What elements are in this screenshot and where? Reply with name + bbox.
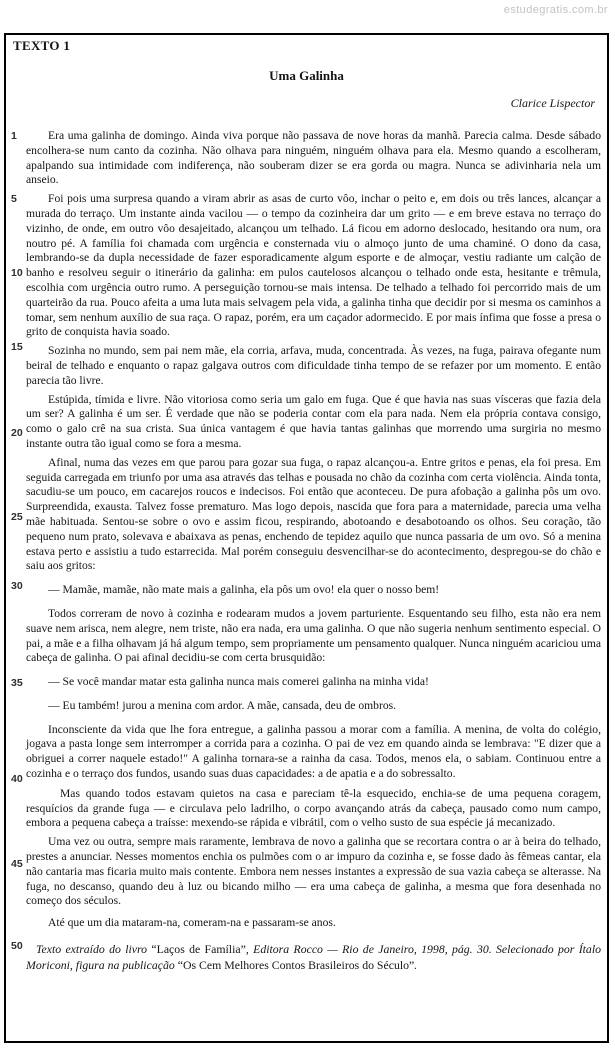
story-paragraph: Uma vez ou outra, sempre mais raramente, lembrava de novo a galinha que se recortara contra o ar à beira do telhado, prestes a anunciar. Nesses momentos enchia os pulmões com o ar impuro da cozinha e, se fosse dado às fêmeas cantar, ela não cantaria mas ficaria muito mais contente. Embora nem nesses instantes a expressão de sua vazia cabeça se alterasse. Na fuga, no descanso, quando deu à luz ou bicando milho — era uma cabeça de galinha, a mesma que fora desenhada no começo dos séculos. bbox=[26, 835, 601, 908]
line-number-35: 35 bbox=[11, 677, 23, 689]
story-body bbox=[26, 129, 601, 978]
line-number-15: 15 bbox=[11, 341, 23, 353]
text-label: TEXTO 1 bbox=[13, 38, 71, 53]
story-paragraph: Foi pois uma surpresa quando a viram abrir as asas de curto vôo, inchar o peito e, em dois ou três lances, alcançar a murada do terraço. Um instante ainda vacilou — o tempo da cozinheira dar um grito — e em breve estava no terraço do vizinho, de onde, em outro vôo desajeitado, alcançou um telhado. Lá ficou em adorno deslocado, hesitando ora num, ora noutro pé. A família foi chamada com urgência e consternada viu o almoço junto de uma chaminé. O dono da casa, lembrando-se da dupla necessidade de fazer esporadicamente algum esporte e de almoçar, vestiu radiante um calção de banho e resolveu seguir o itinerário da galinha: em pulos cautelosos alcançou o telhado onde esta, hesitante e trêmula, escolhia com urgência outro rumo. A perseguição tornou-se mais intensa. De telhado a telhado foi percorrido mais de um quarteirão da rua. Pouco afeita a uma luta mais selvagem pela vida, a galinha tinha que decidir por si mesma os caminhos a tomar, sem nenhum auxílio de sua raça. O rapaz, porém, era um caçador adormecido. E por mais ínfima que fosse a presa o grito de conquista havia soado. bbox=[26, 192, 601, 339]
line-number-20: 20 bbox=[11, 427, 23, 439]
citation-middle: , Editora Rocco — Rio de Janeiro, 1998, pág. 30. Selecionado por Ítalo Moriconi, figura na publicação bbox=[26, 942, 601, 972]
line-number-25: 25 bbox=[11, 511, 23, 523]
line-number-40: 40 bbox=[11, 773, 23, 785]
author-name: Clarice Lispector bbox=[510, 96, 595, 110]
story-paragraph: Todos correram de novo à cozinha e rodearam mudos a jovem parturiente. Esquentando seu filho, esta não era nem suave nem arisca, nem alegre, nem triste, não era nada, era uma galinha. O que não sugeria nenhum sentimento especial. O pai, a mãe e a filha olhavam já há algum tempo, sem propriamente um pensamento qualquer. Nunca ninguém acariciou uma cabeça de galinha. O pai afinal decidiu-se com certa brusquidão: bbox=[26, 606, 601, 665]
dialogue-line: — Eu também! jurou a menina com ardor. A mãe, cansada, deu de ombros. bbox=[48, 698, 397, 712]
text-frame bbox=[4, 33, 609, 1043]
citation-anthology-title: “Os Cem Melhores Contos Brasileiros do Século” bbox=[177, 957, 415, 972]
watermark: estudegratis.com.br bbox=[503, 4, 608, 16]
line-number-5: 5 bbox=[11, 193, 17, 205]
dialogue-line: — Se você mandar matar esta galinha nunca mais comerei galinha na minha vida! bbox=[48, 675, 429, 689]
citation bbox=[26, 942, 601, 974]
story-paragraph: Era uma galinha de domingo. Ainda viva porque não passava de nove horas da manhã. Parecia calma. Desde sábado encolhera-se num canto da cozinha. Não olhava para ninguém, ninguém olhava para ela. Mesmo quando a escolheram, apalpando sua intimidade com indiferença, não souberam dizer se era gorda ou magra. Nunca se adivinharia nela um anseio. bbox=[26, 129, 601, 187]
dialogue-line: — Mamãe, mamãe, não mate mais a galinha, ela pôs um ovo! ela quer o nosso bem! bbox=[48, 583, 440, 597]
story-paragraph: Mas quando todos estavam quietos na casa e pareciam tê-la esquecido, enchia-se de uma pequena coragem, resquícios da grande fuga — e circulava pelo ladrilho, o corpo avançando atrás da cabeça, pausado como num campo, embora a pequena cabeça a traísse: mexendo-se rápida e vibrátil, com o velho susto de sua espécie já mecanizado. bbox=[26, 786, 601, 830]
closing-line: Até que um dia mataram-na, comeram-na e passaram-se anos. bbox=[48, 916, 336, 930]
story-paragraph: Afinal, numa das vezes em que parou para gozar sua fuga, o rapaz alcançou-a. Entre gritos e penas, ela foi presa. Em seguida carregada em triunfo por uma asa através das telhas e pousada no chão da cozinha com certa violência. Ainda tonta, sacudiu-se um pouco, em cacarejos roucos e indecisos. Foi então que aconteceu. De pura afobação a galinha pôs um ovo. Surpreendida, exausta. Talvez fosse prematuro. Mas logo depois, nascida que fora para a maternidade, parecia uma velha mãe habituada. Sentou-se sobre o ovo e assim ficou, respirando, abotoando e desabotoando os olhos. Seu coração, tão pequeno num prato, solevava e abaixava as penas, enchendo de tepidez aquilo que nunca passaria de um ovo. Só a menina estava perto e assistiu a tudo estarrecida. Mal porém conseguiu desvencilhar-se do acontecimento, despregou-se do chão e saiu aos gritos: bbox=[26, 455, 601, 573]
citation-intro: Texto extraído do livro bbox=[36, 942, 152, 957]
story-paragraph: Inconsciente da vida que lhe fora entregue, a galinha passou a morar com a família. A menina, de volta do colégio, jogava a pasta longe sem interromper a corrida para a cozinha. O pai de vez em quando ainda se lembrava: "E dizer que a obriguei a correr naquele estado!" A galinha tornara-se a rainha da casa. Todos, menos ela, o sabiam. Continuou entre a cozinha e o terraço dos fundos, usando suas duas capacidades: a de apatia e a do sobressalto. bbox=[26, 722, 601, 781]
citation-end: . bbox=[414, 957, 418, 972]
line-number-30: 30 bbox=[11, 580, 23, 592]
line-number-45: 45 bbox=[11, 858, 23, 870]
line-number-10: 10 bbox=[11, 267, 23, 279]
line-number-50: 50 bbox=[11, 940, 23, 952]
citation-book-title: “Laços de Família” bbox=[151, 942, 246, 957]
story-paragraph: Estúpida, tímida e livre. Não vitoriosa como seria um galo em fuga. Que é que havia nas suas vísceras que fazia dela um ser? A galinha é um ser. É verdade que não se poderia contar com ela para nada. Nem ela própria contava consigo, como o galo crê na sua crista. Sua única vantagem é que havia tantas galinhas que morrendo uma surgiria no mesmo instante outra tão igual como se fora a mesma. bbox=[26, 392, 601, 450]
line-number-1: 1 bbox=[11, 130, 17, 142]
story-title: Uma Galinha bbox=[269, 68, 344, 83]
story-paragraph: Sozinha no mundo, sem pai nem mãe, ela corria, arfava, muda, concentrada. Às vezes, na fuga, pairava ofegante num beiral de telhado e enquanto o rapaz galgava outros com dificuldade tinha tempo de se refazer por um momento. E então parecia tão livre. bbox=[26, 344, 601, 387]
